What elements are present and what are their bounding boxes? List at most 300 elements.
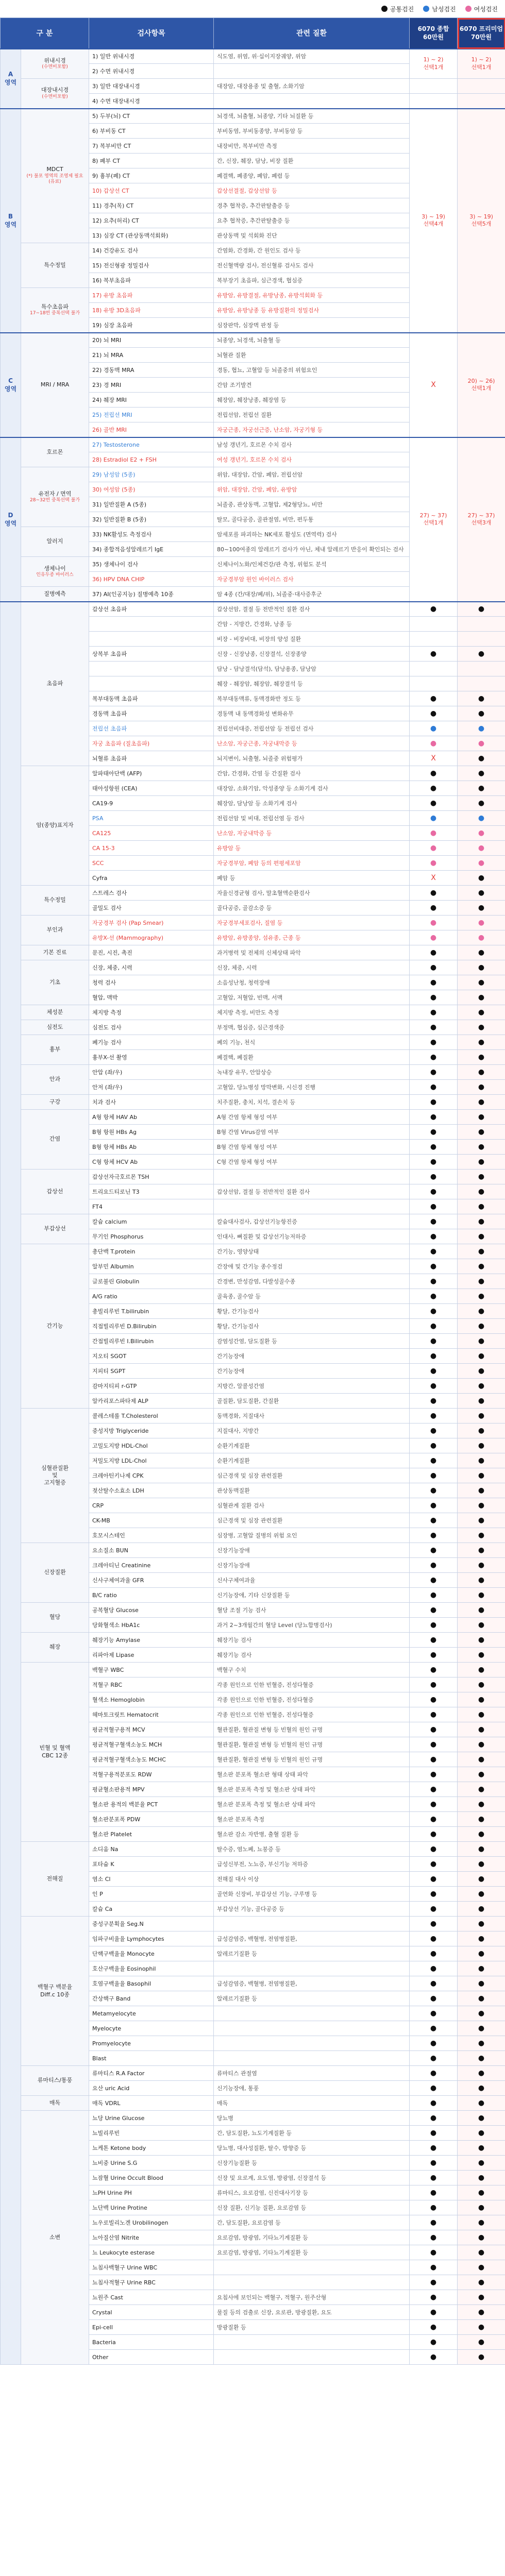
checkup-table: [0, 18, 505, 2365]
pkg2-mark: ●: [458, 1453, 505, 1468]
table-row: [1, 2096, 505, 2111]
pkg2-mark: ●: [458, 736, 505, 751]
desc-cell: 유방암, 유방종양, 섬유종, 근종 등: [214, 930, 410, 945]
group-note: 17~18번 중복선택 불가: [29, 311, 80, 316]
desc-cell: 고혈압, 저혈압, 빈맥, 서맥: [214, 990, 410, 1005]
pkg2-mark: ●: [458, 1483, 505, 1498]
pkg2-mark: ●: [458, 1961, 505, 1976]
item-cell: 체지방 측정: [89, 1005, 214, 1020]
pkg2-mark: ●: [458, 1184, 505, 1199]
desc-cell: 신장기능질환 등: [214, 2156, 410, 2171]
desc-cell: 신사구체여과율: [214, 1573, 410, 1588]
item-cell: 5) 두부(뇌) CT: [89, 109, 214, 124]
group-cell: 유전자 / 면역 28~32번 중복선택 불가: [21, 467, 89, 527]
pkg1-mark: [410, 79, 458, 94]
item-cell: 29) 남성암 (5종): [89, 467, 214, 482]
pkg1-mark: [410, 617, 458, 632]
pkg1-mark: ●: [410, 1812, 458, 1827]
table-row: [1, 1035, 505, 1050]
item-cell: 23) 경 MRI: [89, 378, 214, 393]
item-cell: Epi-cell: [89, 2320, 214, 2335]
pkg2-mark: ●: [458, 1140, 505, 1155]
pkg1-mark: ●: [410, 975, 458, 990]
desc-cell: 부비동염, 부비동종양, 부비동암 등: [214, 124, 410, 139]
desc-cell: 지방간, 알콜성간염: [214, 1379, 410, 1394]
pkg2-mark: ●: [458, 1379, 505, 1394]
pkg2-mark: ●: [458, 1214, 505, 1229]
item-cell: 22) 경동맥 MRA: [89, 363, 214, 378]
pkg2-mark: ●: [458, 1573, 505, 1588]
desc-cell: 알레르기질환 등: [214, 1946, 410, 1961]
desc-cell: 유방암, 유방결절, 유방낭종, 유방석회화 등: [214, 288, 410, 303]
pkg1-mark: ●: [410, 1244, 458, 1259]
pkg2-mark: ●: [458, 2335, 505, 2350]
desc-cell: 간기능장애: [214, 1349, 410, 1364]
pkg2-mark: ●: [458, 1065, 505, 1080]
pkg2-mark: ●: [458, 2230, 505, 2245]
desc-cell: 경동, 협뇨, 고혈압 등 뇌졸중의 위험요인: [214, 363, 410, 378]
desc-cell: 순환기계질환: [214, 1438, 410, 1453]
desc-cell: 백혈구 수치: [214, 1663, 410, 1677]
item-cell: 크레아틴키나제 CPK: [89, 1468, 214, 1483]
desc-cell: 전해질 대사 이상: [214, 1872, 410, 1887]
pkg1-mark: ●: [410, 1961, 458, 1976]
pkg2-mark: ●: [458, 1782, 505, 1797]
pkg2-mark: ●: [458, 1020, 505, 1035]
desc-cell: 갑상선결절, 갑상선암 등: [214, 183, 410, 198]
group-cell: 생체나이 인유두종 바이러스: [21, 557, 89, 587]
item-cell: 13) 심장 CT (관상동맥석회화): [89, 228, 214, 243]
item-cell: 15) 전신형광 정밀검사: [89, 258, 214, 273]
pkg1-mark: [410, 662, 458, 676]
pkg2-mark: ●: [458, 706, 505, 721]
desc-cell: 전립선비대증, 전립선암 등 전립선 검사: [214, 721, 410, 736]
pkg1-mark: ●: [410, 766, 458, 781]
desc-cell: 심혈관계 질환 검사: [214, 1498, 410, 1513]
pkg2-mark: ●: [458, 1244, 505, 1259]
pkg1-mark: ●: [410, 1110, 458, 1125]
pkg2-mark: 20) ~ 26) 선택1개: [458, 333, 505, 437]
pkg2-mark: ●: [458, 2081, 505, 2096]
pkg2-mark: 3) ~ 19) 선택5개: [458, 109, 505, 333]
item-cell: CK-MB: [89, 1513, 214, 1528]
table-row: [1, 1663, 505, 1677]
table-row: [1, 916, 505, 930]
item-cell: 간상핵구 Band: [89, 1991, 214, 2006]
pkg1-mark: ●: [410, 1125, 458, 1140]
pkg1-mark: ●: [410, 1857, 458, 1872]
pkg2-mark: 1) ~ 2) 선택1개: [458, 49, 505, 79]
pkg2-mark: ●: [458, 647, 505, 662]
pkg1-mark: ●: [410, 1409, 458, 1423]
item-cell: B형 항체 HBs Ab: [89, 1140, 214, 1155]
legend-dot-icon: [423, 6, 429, 12]
group-cell: 혈당: [21, 1603, 89, 1633]
pkg1-mark: ●: [410, 1229, 458, 1244]
pkg1-mark: ●: [410, 1468, 458, 1483]
desc-cell: 심장병, 고혈압 질병의 위험 요인: [214, 1528, 410, 1543]
desc-cell: [214, 2051, 410, 2066]
item-cell: 26) 골반 MRI: [89, 422, 214, 437]
pkg1-mark: [410, 94, 458, 109]
desc-cell: 알레르기질환 등: [214, 1991, 410, 2006]
item-cell: 평균혈소판용적 MPV: [89, 1782, 214, 1797]
item-cell: 뇨잠혈 Urine Occult Blood: [89, 2171, 214, 2185]
item-cell: 소디움 Na: [89, 1842, 214, 1857]
desc-cell: 황달, 간기능검사: [214, 1319, 410, 1334]
desc-cell: 간경변, 만성감염, 다발성골수종: [214, 1274, 410, 1289]
pkg1-mark: ●: [410, 1483, 458, 1498]
item-cell: 알파태아단백 (AFP): [89, 766, 214, 781]
item-cell: 뇨아질산염 Nitrite: [89, 2230, 214, 2245]
pkg1-mark: ●: [410, 1095, 458, 1110]
pkg1-mark: ●: [410, 1349, 458, 1364]
desc-cell: 난소암, 자궁근종, 자궁내막증 등: [214, 736, 410, 751]
pkg1-mark: ●: [410, 1722, 458, 1737]
desc-cell: 급성감염증, 백혈병, 전염병질환,: [214, 1976, 410, 1991]
item-cell: 임파구비율율 Lymphocytes: [89, 1931, 214, 1946]
desc-cell: 당뇨병, 대사성질환, 탈수, 방향증 등: [214, 2141, 410, 2156]
item-cell: 32) 일반질환 B (5종): [89, 512, 214, 527]
group-cell: 소변: [21, 2111, 89, 2365]
desc-cell: 탈수증, 염노폐, 뇨붕증 등: [214, 1842, 410, 1857]
desc-cell: 암세포를 파괴하는 NK세포 활성도 (면역력) 검사: [214, 527, 410, 542]
pkg1-mark: ●: [410, 1707, 458, 1722]
pkg1-mark: ●: [410, 2081, 458, 2096]
pkg1-mark: ●: [410, 1050, 458, 1065]
item-cell: 포타슘 K: [89, 1857, 214, 1872]
table-row: [1, 886, 505, 901]
item-cell: B/C ratio: [89, 1588, 214, 1603]
desc-cell: 각종 원인으로 인한 빈혈증, 진성다혈증: [214, 1707, 410, 1722]
desc-cell: 신장 - 신장낭종, 신장결석, 신장종양: [214, 647, 410, 662]
pkg2-mark: ●: [458, 1752, 505, 1767]
item-cell: 11) 경추(목) CT: [89, 198, 214, 213]
header-item: 검사항목: [89, 18, 214, 49]
desc-cell: [214, 2260, 410, 2275]
desc-cell: [214, 2021, 410, 2036]
pkg2-mark: ●: [458, 1976, 505, 1991]
pkg1-mark: ●: [410, 886, 458, 901]
item-cell: 36) HPV DNA CHIP: [89, 572, 214, 587]
desc-cell: 과거 2~3개월간의 혈당 Level (당뇨합병검사): [214, 1618, 410, 1633]
table-row: [1, 1543, 505, 1558]
table-row: [1, 1170, 505, 1184]
group-note: (수면비포함): [42, 94, 68, 99]
item-cell: 간접빌리루빈 I.Bilirubin: [89, 1334, 214, 1349]
item-cell: 뇨단백 Urine Protine: [89, 2200, 214, 2215]
desc-cell: B형 간염 항체 형성 여부: [214, 1140, 410, 1155]
pkg1-mark: ●: [410, 2171, 458, 2185]
item-cell: 단핵구백율율 Monocyte: [89, 1946, 214, 1961]
item-cell: 흉부X-선 촬영: [89, 1050, 214, 1065]
pkg2-mark: ●: [458, 1827, 505, 1842]
item-cell: 칼슘 calcium: [89, 1214, 214, 1229]
desc-cell: 혈소판 분포폭 혈소판 형태 상태 파악: [214, 1767, 410, 1782]
desc-cell: 관상동맥질환: [214, 1483, 410, 1498]
pkg2-mark: ●: [458, 1722, 505, 1737]
table-row: [1, 1917, 505, 1931]
item-cell: 경동맥 초음파: [89, 706, 214, 721]
pkg2-mark: ●: [458, 1558, 505, 1573]
group-cell: 특수초음파 17~18번 중복선택 불가: [21, 288, 89, 333]
group-cell: 류마티스/통풍: [21, 2066, 89, 2096]
item-cell: [89, 662, 214, 676]
area-cell: A 영역: [1, 49, 21, 109]
group-cell: 전해질: [21, 1842, 89, 1917]
item-cell: 뇨침사백혈구 Urine WBC: [89, 2260, 214, 2275]
pkg1-mark: ●: [410, 2126, 458, 2141]
desc-cell: 난소암, 자궁내막증 등: [214, 826, 410, 841]
item-cell: 4) 수면 대장내시경: [89, 94, 214, 109]
desc-cell: 신장, 체중, 시력: [214, 960, 410, 975]
item-cell: 1) 일반 위내시경: [89, 49, 214, 64]
item-cell: 백혈구 WBC: [89, 1663, 214, 1677]
item-cell: 37) AI(인공지능) 질병예측 10종: [89, 587, 214, 602]
desc-cell: 신장기능장애: [214, 1543, 410, 1558]
desc-cell: 복부대동맥류, 동맥경화반 정도 등: [214, 691, 410, 706]
item-cell: 7) 복부비만 CT: [89, 139, 214, 154]
item-cell: 글로불린 Globulin: [89, 1274, 214, 1289]
pkg2-mark: ●: [458, 1274, 505, 1289]
table-row: [1, 602, 505, 617]
pkg1-mark: 1) ~ 2) 선택1개: [410, 49, 458, 79]
pkg1-mark: ●: [410, 1065, 458, 1080]
pkg2-mark: ●: [458, 2245, 505, 2260]
pkg1-mark: ●: [410, 647, 458, 662]
item-cell: 감마지티피 r-GTP: [89, 1379, 214, 1394]
desc-cell: 신기능장애, 통풍: [214, 2081, 410, 2096]
pkg1-mark: ●: [410, 1020, 458, 1035]
area-cell: D 영역: [1, 437, 21, 602]
pkg1-mark: ●: [410, 691, 458, 706]
group-cell: 위내시경 (수면비포함): [21, 49, 89, 79]
pkg1-mark: ●: [410, 1827, 458, 1842]
desc-cell: 폐결핵, 폐질환: [214, 1050, 410, 1065]
pkg2-mark: ●: [458, 1887, 505, 1902]
desc-cell: [214, 1199, 410, 1214]
pkg1-mark: ●: [410, 916, 458, 930]
desc-cell: 방광질환 등: [214, 2320, 410, 2335]
desc-cell: 치주질환, 충치, 치석, 결손치 등: [214, 1095, 410, 1110]
area-cell: [1, 602, 21, 2365]
pkg1-mark: ●: [410, 1618, 458, 1633]
desc-cell: 각종 원인으로 인한 빈혈증, 진성다혈증: [214, 1692, 410, 1707]
pkg1-mark: ●: [410, 721, 458, 736]
pkg2-mark: [458, 94, 505, 109]
table-row: [1, 2066, 505, 2081]
pkg2-mark: ●: [458, 1229, 505, 1244]
desc-cell: 혈관질환, 혈관질 변형 등 빈혈의 원인 규명: [214, 1737, 410, 1752]
table-row: [1, 945, 505, 960]
item-cell: [89, 632, 214, 647]
desc-cell: 각종 원인으로 인한 빈혈증, 진성다혈증: [214, 1677, 410, 1692]
legend-item: [423, 5, 456, 13]
item-cell: 헤마토크릿트 Hematocrit: [89, 1707, 214, 1722]
pkg2-mark: ●: [458, 1603, 505, 1618]
item-cell: 적혈구용적분포도 RDW: [89, 1767, 214, 1782]
pkg1-mark: ●: [410, 2245, 458, 2260]
desc-cell: 폐결핵, 폐종양, 폐암, 폐렴 등: [214, 168, 410, 183]
table-row: [1, 1409, 505, 1423]
item-cell: PSA: [89, 811, 214, 826]
desc-cell: 지질대사, 지방간: [214, 1423, 410, 1438]
pkg2-mark: ●: [458, 1080, 505, 1095]
desc-cell: 갑상선암, 결절 등 전반적인 질환 검사: [214, 602, 410, 617]
item-cell: 8) 폐부 CT: [89, 154, 214, 168]
desc-cell: 순환기계질환: [214, 1453, 410, 1468]
desc-cell: 관상동맥 및 석회화 진단: [214, 228, 410, 243]
area-cell: C 영역: [1, 333, 21, 437]
pkg2-mark: ●: [458, 1155, 505, 1170]
desc-cell: 부정맥, 협심증, 심근경색증: [214, 1020, 410, 1035]
item-cell: 6) 부비동 CT: [89, 124, 214, 139]
pkg2-mark: ●: [458, 1095, 505, 1110]
group-note: 28~32번 중복선택 불가: [29, 497, 80, 503]
pkg2-mark: 27) ~ 37) 선택3개: [458, 437, 505, 602]
item-cell: 청력 검사: [89, 975, 214, 990]
pkg2-mark: ●: [458, 1812, 505, 1827]
pkg1-mark: X: [410, 871, 458, 886]
pkg1-mark: X: [410, 751, 458, 766]
item-cell: FT4: [89, 1199, 214, 1214]
group-cell: 간염: [21, 1110, 89, 1170]
pkg2-mark: ●: [458, 1902, 505, 1917]
desc-cell: 간기능장애: [214, 1364, 410, 1379]
group-cell: 초음파: [21, 602, 89, 766]
pkg2-mark: ●: [458, 1618, 505, 1633]
item-cell: 직접빌리루빈 D.Bilirubin: [89, 1319, 214, 1334]
item-cell: 스트레스 검사: [89, 886, 214, 901]
pkg1-mark: ●: [410, 1364, 458, 1379]
desc-cell: 감염성간염, 담도질환 등: [214, 1334, 410, 1349]
item-cell: 평균적혈구혈색소농도 MCH: [89, 1737, 214, 1752]
pkg1-mark: ●: [410, 781, 458, 796]
item-cell: 골밀도 검사: [89, 901, 214, 916]
desc-cell: [214, 1170, 410, 1184]
item-cell: 2) 수면 위내시경: [89, 64, 214, 79]
item-cell: 평균적혈구용적 MCV: [89, 1722, 214, 1737]
pkg2-mark: ●: [458, 1543, 505, 1558]
desc-cell: 골다공증, 골감소증 등: [214, 901, 410, 916]
pkg1-mark: ●: [410, 2335, 458, 2350]
item-cell: 요산 uric Acid: [89, 2081, 214, 2096]
desc-cell: 탈모, 골다공증, 골관절염, 비만, 편두통: [214, 512, 410, 527]
group-cell: 암(종양)표지자: [21, 766, 89, 886]
group-note: (*) 불포 영역의 조영제 필요 (유료): [26, 173, 83, 185]
desc-cell: [214, 2036, 410, 2051]
pkg2-mark: ●: [458, 2350, 505, 2365]
desc-cell: 당뇨병: [214, 2111, 410, 2126]
pkg1-mark: ●: [410, 1423, 458, 1438]
desc-cell: 췌장기능 검사: [214, 1648, 410, 1663]
item-cell: Metamyelocyte: [89, 2006, 214, 2021]
desc-cell: 칼슘대사검사, 갑상선기능항진증: [214, 1214, 410, 1229]
group-cell: 대장내시경 (수면비포함): [21, 79, 89, 109]
item-cell: 태아성항원 (CEA): [89, 781, 214, 796]
item-cell: 복부대동맥 초음파: [89, 691, 214, 706]
desc-cell: 간암 조기발견: [214, 378, 410, 393]
legend-item: [381, 5, 414, 13]
desc-cell: [214, 2275, 410, 2290]
item-cell: 뇨비중 Urine S.G: [89, 2156, 214, 2171]
group-cell: 특수정밀: [21, 243, 89, 288]
desc-cell: 비장 - 비장비대, 비장의 양성 질환: [214, 632, 410, 647]
group-cell: 기초: [21, 960, 89, 1005]
desc-cell: 신체나이노화/인체건강/관 측정, 위험도 분석: [214, 557, 410, 572]
legend-dot-icon: [465, 6, 472, 12]
table-row: [1, 1842, 505, 1857]
item-cell: B형 항원 HBs Ag: [89, 1125, 214, 1140]
item-cell: 염소 Cl: [89, 1872, 214, 1887]
item-cell: 뇨우로빌리노겐 Urobilinogen: [89, 2215, 214, 2230]
pkg2-mark: ●: [458, 1304, 505, 1319]
pkg2-mark: ●: [458, 2066, 505, 2081]
desc-cell: 간염화, 간경화, 간 원인도 검사 등: [214, 243, 410, 258]
desc-cell: 고혈압, 당뇨병성 망막변화, 시신경 진행: [214, 1080, 410, 1095]
desc-cell: 류마티스 관절염: [214, 2066, 410, 2081]
item-cell: 지피티 SGPT: [89, 1364, 214, 1379]
item-cell: 안저 (좌/우): [89, 1080, 214, 1095]
pkg1-mark: ●: [410, 1304, 458, 1319]
pkg1-mark: ●: [410, 2051, 458, 2066]
pkg2-mark: ●: [458, 856, 505, 871]
desc-cell: 부갑상선 기능, 골다공증 등: [214, 1902, 410, 1917]
item-cell: 저밀도지방 LDL-Chol: [89, 1453, 214, 1468]
pkg2-mark: ●: [458, 2305, 505, 2320]
item-cell: 당화혈색소 HbA1c: [89, 1618, 214, 1633]
pkg1-mark: ●: [410, 1976, 458, 1991]
desc-cell: 간장애 및 간기능 종수정검: [214, 1259, 410, 1274]
pkg1-mark: ●: [410, 1438, 458, 1453]
pkg1-mark: ●: [410, 945, 458, 960]
pkg2-mark: ●: [458, 1528, 505, 1543]
desc-cell: 간암 - 지방간, 간경화, 낭종 등: [214, 617, 410, 632]
pkg2-mark: ●: [458, 1737, 505, 1752]
desc-cell: 자궁경부세포검사, 질염 등: [214, 916, 410, 930]
item-cell: 인 P: [89, 1887, 214, 1902]
desc-cell: 뇌졸중, 관상동맥, 고혈압, 제2형당뇨, 비만: [214, 497, 410, 512]
area-cell: B 영역: [1, 109, 21, 333]
pkg1-mark: ●: [410, 1259, 458, 1274]
pkg2-mark: ●: [458, 751, 505, 766]
group-cell: 호르몬: [21, 437, 89, 467]
table-row: [1, 1065, 505, 1080]
item-cell: 17) 유방 초음파: [89, 288, 214, 303]
pkg2-mark: [458, 676, 505, 691]
pkg2-mark: ●: [458, 1692, 505, 1707]
desc-cell: 췌장암, 담낭암 등 소화기계 검사: [214, 796, 410, 811]
pkg1-mark: ●: [410, 1379, 458, 1394]
pkg1-mark: X: [410, 333, 458, 437]
pkg2-mark: ●: [458, 901, 505, 916]
pkg2-mark: ●: [458, 1857, 505, 1872]
item-cell: 문진, 시진, 촉진: [89, 945, 214, 960]
pkg2-mark: ●: [458, 1872, 505, 1887]
desc-cell: 전신혈액량 검사, 전신혈류 검사도 검사: [214, 258, 410, 273]
item-cell: 알카리포스파타제 ALP: [89, 1394, 214, 1409]
header-desc: 관련 질환: [214, 18, 410, 49]
pkg2-mark: ●: [458, 1917, 505, 1931]
group-cell: MDCT (*) 불포 영역의 조영제 필요 (유료): [21, 109, 89, 243]
item-cell: 34) 종합적음성알레르기 IgE: [89, 542, 214, 557]
item-cell: SCC: [89, 856, 214, 871]
pkg1-mark: ●: [410, 1633, 458, 1648]
item-cell: CA19-9: [89, 796, 214, 811]
desc-cell: 매독: [214, 2096, 410, 2111]
desc-cell: 자율신경균형 검사, 말초혈액순환검사: [214, 886, 410, 901]
pkg2-mark: ●: [458, 1349, 505, 1364]
